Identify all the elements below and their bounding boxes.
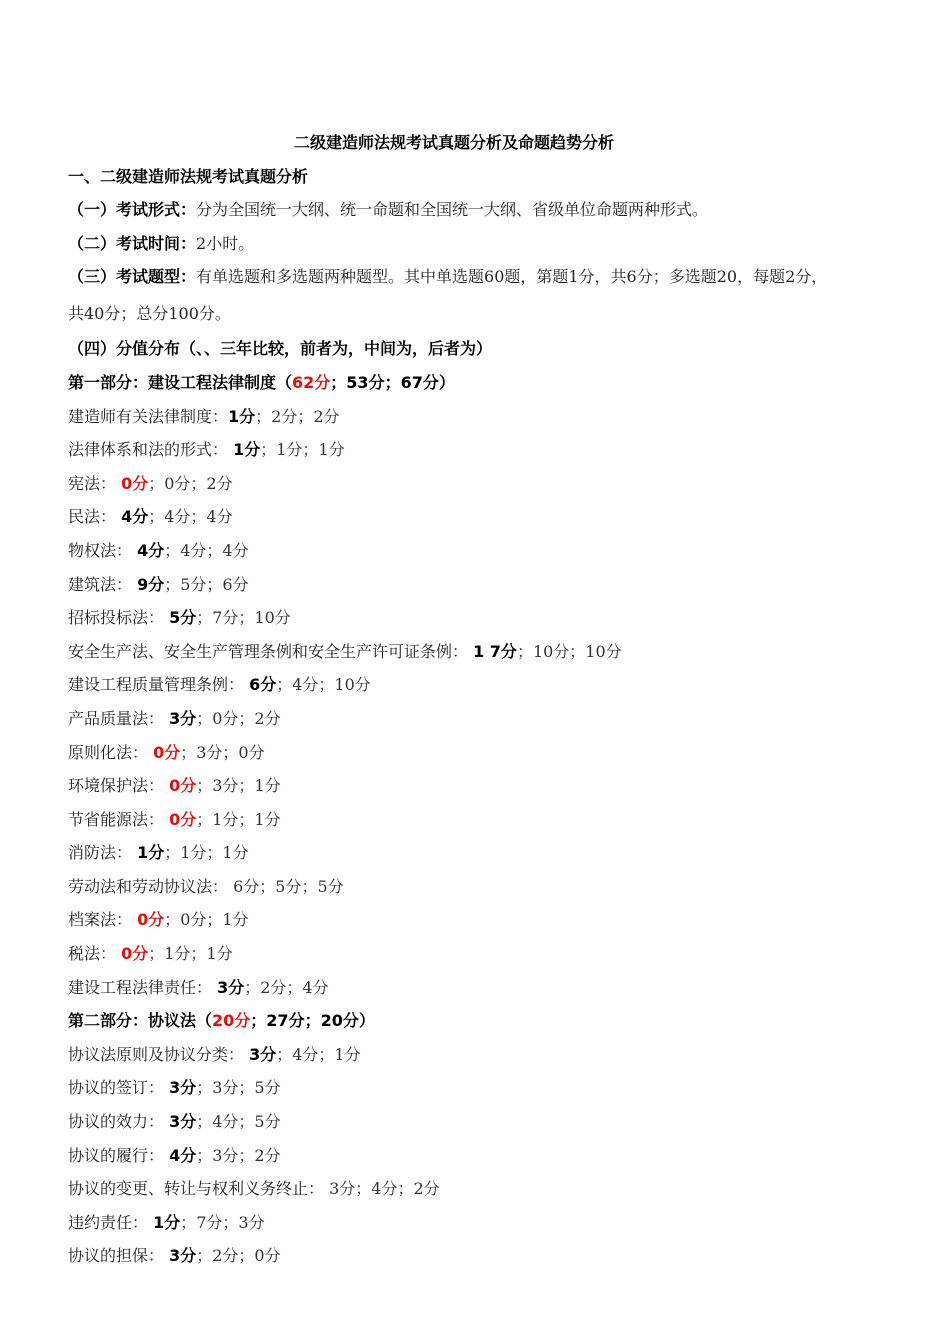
- score-item-first-score: 4分: [169, 1145, 197, 1165]
- score-item: [68, 467, 840, 501]
- score-item-label: 违约责任：: [68, 1212, 154, 1232]
- score-item: [68, 836, 840, 870]
- score-item-other-scores: ；5分；6分: [164, 574, 249, 594]
- score-item: [68, 803, 840, 837]
- score-item-label: 民法：: [68, 507, 122, 527]
- score-item-label: 物权法：: [68, 540, 138, 560]
- score-item-label: 协议的变更、转让与权利义务终止：: [68, 1179, 330, 1199]
- score-item: [68, 635, 840, 669]
- score-item-first-score: 3分: [169, 1078, 197, 1098]
- score-item: [68, 903, 840, 937]
- score-item: [68, 736, 840, 770]
- score-item: [68, 1038, 840, 1072]
- score-item-label: 档案法：: [68, 910, 138, 930]
- score-item-label: 产品质量法：: [68, 708, 170, 728]
- score-item-first-score: 0分: [169, 776, 197, 796]
- score-item-first-score: 4分: [121, 507, 149, 527]
- score-item-other-scores: ；4分；5分: [196, 1112, 281, 1132]
- score-item: [68, 1206, 840, 1240]
- part2-label: 第二部分：协议法（: [68, 1011, 213, 1031]
- score-item-other-scores: ；5分；5分: [259, 876, 344, 896]
- score-item-label: 招标投标法：: [68, 608, 170, 628]
- score-item-label: 税法：: [68, 944, 122, 964]
- score-item: [68, 500, 840, 534]
- score-item-label: 建造师有关法律制度：: [68, 406, 229, 426]
- exam-types: [68, 258, 840, 332]
- score-item: [68, 1172, 840, 1206]
- section-heading: 一、二级建造师法规考试真题分析: [68, 166, 309, 186]
- score-item: [68, 769, 840, 803]
- score-item-other-scores: ；4分；2分: [355, 1179, 440, 1199]
- score-item-label: 劳动法和劳动协议法：: [68, 876, 234, 896]
- score-item-first-score: 3分: [249, 1044, 277, 1064]
- score-item-other-scores: ；4分；1分: [276, 1044, 361, 1064]
- score-item: [68, 870, 840, 904]
- score-item-other-scores: ；1分；1分: [260, 440, 345, 460]
- score-item-other-scores: ；10分；10分: [516, 641, 622, 661]
- score-item-first-score: 3分: [217, 977, 245, 997]
- score-item-first-score: 1分: [137, 843, 165, 863]
- score-item-other-scores: ；3分；5分: [196, 1078, 281, 1098]
- score-item-label: 法律体系和法的形式：: [68, 440, 234, 460]
- score-item-other-scores: ；4分；4分: [164, 540, 249, 560]
- score-item-first-score: 1分: [228, 406, 256, 426]
- score-item-other-scores: ；1分；1分: [148, 944, 233, 964]
- score-distribution-heading: （四）分值分布（、、三年比较，前者为，中间为，后者为）: [68, 339, 493, 359]
- score-item-first-score: 9分: [137, 574, 165, 594]
- part1-label: 第一部分：建设工程法律制度（: [68, 372, 293, 392]
- score-item-other-scores: ；4分；10分: [276, 675, 371, 695]
- score-item-label: 协议法原则及协议分类：: [68, 1044, 250, 1064]
- score-item: [68, 433, 840, 467]
- score-item-first-score: 3分: [169, 1246, 197, 1266]
- part1-first-score: 62分: [292, 372, 331, 392]
- score-item-label: 协议的效力：: [68, 1112, 170, 1132]
- document-page: [68, 126, 840, 1273]
- score-item-other-scores: ；1分；1分: [164, 843, 249, 863]
- score-item-first-score: 4分: [137, 540, 165, 560]
- part1-item-list: [68, 400, 840, 1005]
- score-item-first-score: 0分: [121, 473, 149, 493]
- score-item-label: 协议的签订：: [68, 1078, 170, 1098]
- exam-form: [68, 193, 840, 227]
- score-item: [68, 601, 840, 635]
- score-item-first-score: 1分: [233, 440, 261, 460]
- score-item-first-score: 5分: [169, 608, 197, 628]
- score-item-first-score: 3分: [169, 708, 197, 728]
- score-item: [68, 1139, 840, 1173]
- score-item-other-scores: ；7分；3分: [180, 1212, 265, 1232]
- document-title: 二级建造师法规考试真题分析及命题趋势分析: [293, 133, 614, 152]
- score-item-label: 原则化法：: [68, 742, 154, 762]
- score-item: [68, 1239, 840, 1273]
- exam-time-text: 2小时。: [196, 233, 255, 253]
- score-item-other-scores: ；0分；2分: [148, 473, 233, 493]
- exam-types-text: 有单选题和多选题两种题型。其中单选题60题，第题1分，共6分；多选题20，每题2分，共40分；总分100分。: [68, 267, 828, 324]
- score-item: [68, 400, 840, 434]
- score-item-other-scores: ；0分；2分: [196, 708, 281, 728]
- score-item-other-scores: ；4分；4分: [148, 507, 233, 527]
- score-item: [68, 1105, 840, 1139]
- exam-types-label: （三）考试题型：: [68, 267, 197, 287]
- score-item: [68, 1071, 840, 1105]
- part2-first-score: 20分: [212, 1011, 251, 1031]
- score-item: [68, 668, 840, 702]
- part1-other-scores: ；53分；67分）: [330, 372, 455, 392]
- score-item-other-scores: ；3分；0分: [180, 742, 265, 762]
- score-item: [68, 568, 840, 602]
- score-item-other-scores: ；3分；2分: [196, 1145, 281, 1165]
- exam-time-label: （二）考试时间：: [68, 233, 197, 253]
- score-item-label: 协议的履行：: [68, 1145, 170, 1165]
- score-item-first-score: 0分: [169, 809, 197, 829]
- part2-item-list: [68, 1038, 840, 1273]
- score-item-first-score: 0分: [137, 910, 165, 930]
- score-item-label: 建设工程法律责任：: [68, 977, 218, 997]
- score-item-label: 消防法：: [68, 843, 138, 863]
- score-item-other-scores: ；2分；2分: [255, 406, 340, 426]
- part1-heading: [68, 366, 840, 400]
- score-item-first-score: 6分: [249, 675, 277, 695]
- score-item-first-score: 0分: [153, 742, 181, 762]
- score-item-first-score: 3分: [329, 1179, 356, 1199]
- score-item-other-scores: ；1分；1分: [196, 809, 281, 829]
- score-item-label: 建设工程质量管理条例：: [68, 675, 250, 695]
- score-item-label: 节省能源法：: [68, 809, 170, 829]
- score-item-other-scores: ；0分；1分: [164, 910, 249, 930]
- score-item: [68, 937, 840, 971]
- score-item-label: 协议的担保：: [68, 1246, 170, 1266]
- exam-form-text: 分为全国统一大纲、统一命题和全国统一大纲、省级单位命题两种形式。: [196, 200, 709, 220]
- score-item-first-score: 1分: [153, 1212, 181, 1232]
- score-item-label: 环境保护法：: [68, 776, 170, 796]
- score-item-label: 建筑法：: [68, 574, 138, 594]
- score-item-other-scores: ；7分；10分: [196, 608, 291, 628]
- score-item-other-scores: ；2分；0分: [196, 1246, 281, 1266]
- score-item-label: 宪法：: [68, 473, 122, 493]
- exam-time: [68, 227, 840, 261]
- part2-other-scores: ；27分；20分）: [250, 1011, 375, 1031]
- score-item-first-score: 6分: [233, 876, 260, 896]
- score-item: [68, 702, 840, 736]
- score-item-other-scores: ；2分；4分: [244, 977, 329, 997]
- score-item: [68, 534, 840, 568]
- score-item: [68, 971, 840, 1005]
- score-item-first-score: 1 7分: [473, 641, 517, 661]
- score-item-first-score: 0分: [121, 944, 149, 964]
- part2-heading: [68, 1004, 840, 1038]
- score-item-other-scores: ；3分；1分: [196, 776, 281, 796]
- score-item-first-score: 3分: [169, 1112, 197, 1132]
- exam-form-label: （一）考试形式：: [68, 200, 197, 220]
- score-item-label: 安全生产法、安全生产管理条例和安全生产许可证条例：: [68, 641, 474, 661]
